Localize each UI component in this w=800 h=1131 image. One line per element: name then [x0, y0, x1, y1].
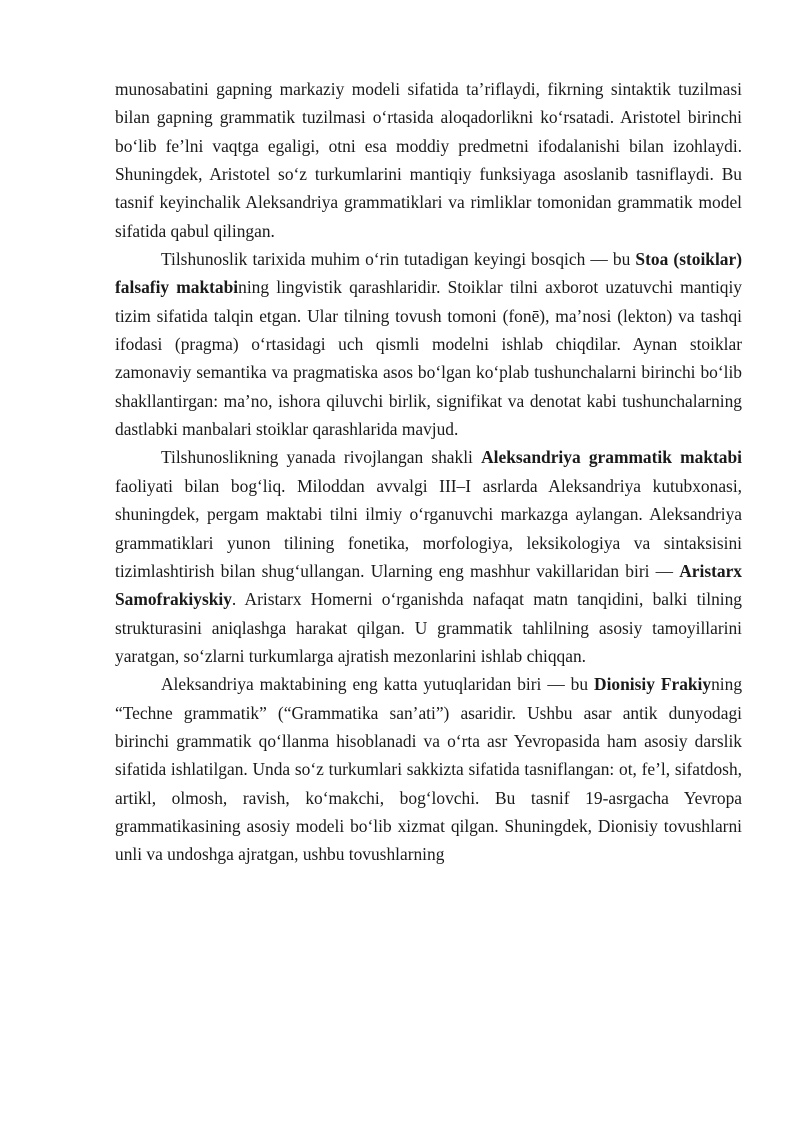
paragraph-3-text-a: Tilshunoslikning yanada rivojlangan shakli [161, 447, 482, 468]
paragraph-4 [115, 670, 742, 868]
paragraph-2-text-b: ning lingvistik qarashlaridir. Stoiklar tilni axborot uzatuvchi mantiqiy tizim sifatida talqin etgan. Ular tilning tovush tomoni (fonē), ma’nosi (lekton) va tashqi ifodasi (pragma) o‘rtasidagi uch qismli modelni ishlab chiqdilar. Aynan stoiklar zamonaviy semantika va pragmatiska asos bo‘lgan ko‘plab tushunchalarni birinchi bo‘lib shakllantirgan: ma’no, ishora qiluvchi birlik, signifikat va denotat kabi tushunchalarning dastlabki manbalari stoiklar qarashlarida mavjud. [115, 277, 742, 440]
term-aristarx: Aristarx Samofrakiyskiy [115, 560, 742, 610]
paragraph-3-text-b: faoliyati bilan bog‘liq. Miloddan avvalgi III–I asrlarda Aleksandriya kutubxonasi, shuningdek, pergam maktabi tilni ilmiy o‘rganuvchi markazga aylangan. Aleksandriya grammatiklari yunon tilining fonetika, morfologiya, leksikologiya va sintaksisini tizimlashtirish bilan shug‘ullangan. Ularning eng mashhur vakillaridan biri — [115, 475, 742, 581]
paragraph-2-text-a: Tilshunoslik tarixida muhim o‘rin tutadigan keyingi bosqich — bu [161, 249, 636, 270]
document-page [115, 75, 742, 869]
term-dionisiy: Dionisiy Frakiy [594, 674, 712, 695]
paragraph-1-text: munosabatini gapning markaziy modeli sifatida ta’riflaydi, fikrning sintaktik tuzilmasi bilan gapning grammatik tuzilmasi o‘rtasida aloqadorlikni ko‘rsatadi. Aristotel birinchi bo‘lib fe’lni vaqtga egaligi, otni esa moddiy predmetni ifodalanishi bilan izohlaydi. Shuningdek, Aristotel so‘z turkumlarini mantiqiy funksiyaga asoslanib tasniflaydi. Bu tasnif keyinchalik Aleksandriya grammatiklari va rimliklar tomonidan grammatik model sifatida qabul qilingan. [115, 79, 742, 241]
term-stoa-school: Stoa (stoiklar) falsafiy maktabi [115, 249, 742, 298]
paragraph-3 [115, 443, 742, 670]
paragraph-2 [115, 245, 742, 443]
paragraph-4-text-a: Aleksandriya maktabining eng katta yutuqlaridan biri — bu [161, 674, 595, 695]
paragraph-1 [115, 75, 742, 245]
paragraph-3-text-c: . Aristarx Homerni o‘rganishda nafaqat matn tanqidini, balki tilning strukturasini aniqlashga harakat qilgan. U grammatik tahlilning asosiy tamoyillarini yaratgan, so‘zlarni turkumlarga ajratish mezonlarini ishlab chiqqan. [115, 589, 742, 666]
paragraph-4-text-b: ning “Techne grammatik” (“Grammatika san’ati”) asaridir. Ushbu asar antik dunyodagi birinchi grammatik qo‘llanma hisoblanadi va o‘rta asr Yevropasida ham asosiy darslik sifatida ishlatilgan. Unda so‘z turkumlari sakkizta sifatida tasniflangan: ot, fe’l, sifatdosh, artikl, olmosh, ravish, ko‘makchi, bog‘lovchi. Bu tasnif 19-asrgacha Yevropa grammatikasining asosiy modeli bo‘lib xizmat qilgan. Shuningdek, Dionisiy tovushlarni unli va undoshga ajratgan, ushbu tovushlarning [115, 674, 743, 865]
term-alexandria-school: Aleksandriya grammatik maktabi [481, 447, 742, 468]
